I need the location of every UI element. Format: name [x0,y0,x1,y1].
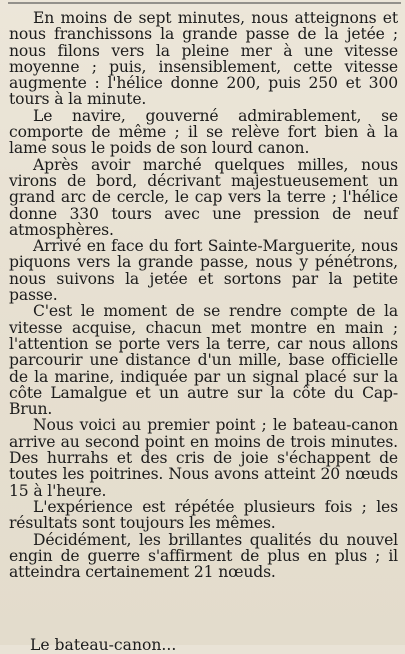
cut-off-text: Le bateau-canon... [30,636,177,654]
paragraph-6: Nous voici au premier point ; le bateau-canon arrive au second point en moins de trois minutes. Des hurrahs et des cris de joie s'échappent de toutes les poitrines. Nous avons atteint 20 nœuds 15 à l'heure. [9,416,398,500]
paragraph-3: Après avoir marché quelques milles, nous virons de bord, décrivant majestueusement un grand arc de cercle, le cap vers la terre ; l'hélice donne 330 tours avec une pression de neuf atmosphères. [9,155,398,239]
paragraph-4: Arrivé en face du fort Sainte-Marguerite, nous piquons vers la grande passe, nous y pénétrons, nous suivons la jetée et sortons par la petite passe. [9,237,398,305]
paragraph-2: Le navire, gouverné admirablement, se comporte de même ; il se relève fort bien à la lame sous le poids de son lourd canon. [9,106,398,158]
paragraph-7: L'expérience est répétée plusieurs fois ; les résultats sont toujours les mêmes. [9,497,398,533]
paragraph-1: En moins de sept minutes, nous atteignons et nous franchissons la grande passe de la jetée ; nous filons vers la pleine mer à une vitesse moyenne ; puis, insensiblement, cette vitesse augmente : l'hélice donne 200, puis 250 et 300 tours à la minute. [9,9,398,109]
paragraph-5: C'est le moment de se rendre compte de la vitesse acquise, chacun met montre en main ; l'attention se porte vers la terre, car nous allons parcourir une distance d'un mille, base officielle de la marine, indiquée par un signal placé sur la côte Lamalgue et un autre sur la côte du Cap-Brun. [9,302,398,419]
top-rule [8,2,401,4]
article-column [9,10,398,580]
paragraph-8: Décidément, les brillantes qualités du nouvel engin de guerre s'affirment de plus en plus ; il atteindra certainement 21 nœuds. [9,530,398,582]
cut-off-line [30,630,177,654]
